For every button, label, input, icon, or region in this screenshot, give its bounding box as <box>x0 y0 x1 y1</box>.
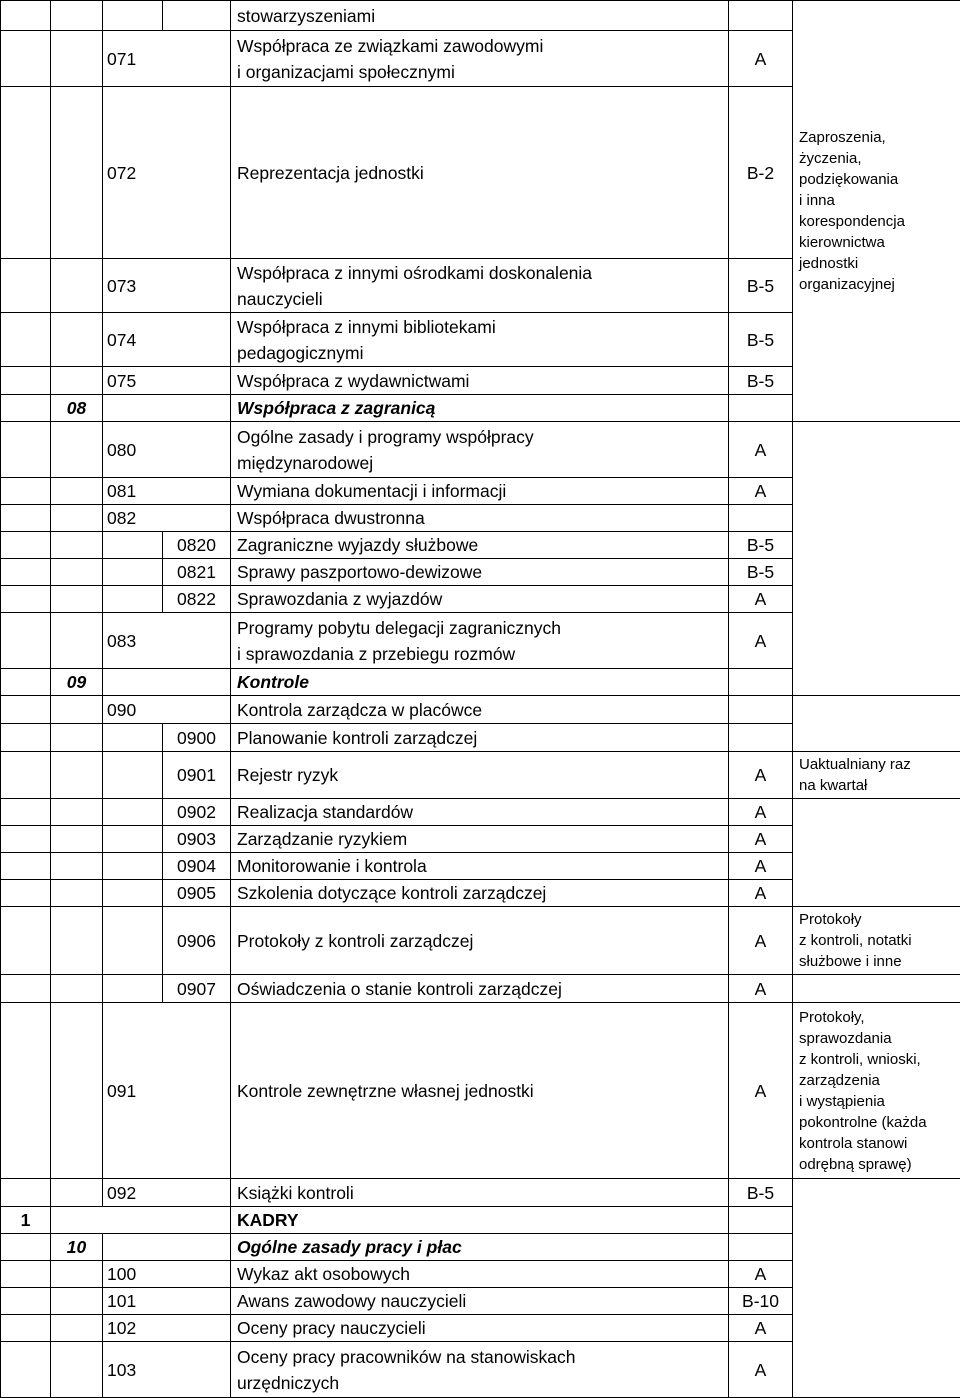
row-code: 081 <box>103 478 231 505</box>
row-code: 075 <box>103 367 231 395</box>
row-code: 0820 <box>163 532 231 559</box>
row-code: 0905 <box>163 880 231 907</box>
table-row <box>1 422 960 478</box>
row-code: 102 <box>103 1315 231 1342</box>
row-category: A <box>729 422 793 478</box>
row-category: B-5 <box>729 313 793 367</box>
row-note: Uaktualniany raz na kwartał <box>793 752 960 799</box>
table-row <box>1 724 960 752</box>
row-title: Ogólne zasady pracy i płac <box>231 1234 729 1261</box>
row-category: B-2 <box>729 87 793 259</box>
row-title: Monitorowanie i kontrola <box>231 853 729 880</box>
row-category: A <box>729 1342 793 1398</box>
row-code: 08 <box>51 395 103 422</box>
row-code: 073 <box>103 259 231 313</box>
row-note: Protokoły, sprawozdania z kontroli, wnioski, zarządzenia i wystąpienia pokontrolne (każda kontrola stanowi odrębną sprawę) <box>793 1003 960 1179</box>
row-title: Kontrole zewnętrzne własnej jednostki <box>231 1003 729 1179</box>
row-category: B-10 <box>729 1288 793 1315</box>
row-title: Współpraca dwustronna <box>231 505 729 532</box>
row-category: A <box>729 799 793 826</box>
row-category: A <box>729 31 793 87</box>
row-note: Protokoły z kontroli, notatki służbowe i inne <box>793 907 960 975</box>
row-code: 09 <box>51 669 103 696</box>
row-title: Oceny pracy nauczycieli <box>231 1315 729 1342</box>
row-title: Współpraca z innymi bibliotekami pedagogicznymi <box>231 313 729 367</box>
row-title: Rejestr ryzyk <box>231 752 729 799</box>
row-code: 0904 <box>163 853 231 880</box>
table-row <box>1 752 960 799</box>
row-title: Kontrola zarządcza w placówce <box>231 696 729 724</box>
row-code: 1 <box>1 1207 51 1234</box>
row-category: A <box>729 752 793 799</box>
row-title: Zagraniczne wyjazdy służbowe <box>231 532 729 559</box>
row-title: Awans zawodowy nauczycieli <box>231 1288 729 1315</box>
row-title: Planowanie kontroli zarządczej <box>231 724 729 752</box>
table-row <box>1 1 960 31</box>
row-code: 072 <box>103 87 231 259</box>
row-category: A <box>729 1315 793 1342</box>
row-title: Współpraca z wydawnictwami <box>231 367 729 395</box>
row-category: B-5 <box>729 367 793 395</box>
row-title: stowarzyszeniami <box>231 1 729 31</box>
row-code: 091 <box>103 1003 231 1179</box>
row-code: 0822 <box>163 586 231 613</box>
row-title: Sprawozdania z wyjazdów <box>231 586 729 613</box>
row-category: A <box>729 1003 793 1179</box>
row-code: 0900 <box>163 724 231 752</box>
row-title: Realizacja standardów <box>231 799 729 826</box>
row-code: 0821 <box>163 559 231 586</box>
row-category: A <box>729 975 793 1003</box>
table-row <box>1 799 960 826</box>
row-category: B-5 <box>729 532 793 559</box>
row-title: Współpraca z innymi ośrodkami doskonalenia nauczycieli <box>231 259 729 313</box>
row-code: 100 <box>103 1261 231 1288</box>
row-title: Współpraca ze związkami zawodowymi i organizacjami społecznymi <box>231 31 729 87</box>
row-title: Książki kontroli <box>231 1179 729 1207</box>
row-note: Zaproszenia, życzenia, podziękowania i inna korespondencja kierownictwa jednostki organizacyjnej <box>793 1 960 422</box>
row-category: A <box>729 880 793 907</box>
row-code: 103 <box>103 1342 231 1398</box>
table-row <box>1 975 960 1003</box>
row-code: 092 <box>103 1179 231 1207</box>
row-category: A <box>729 907 793 975</box>
row-code: 090 <box>103 696 231 724</box>
row-title: Programy pobytu delegacji zagranicznych i sprawozdania z przebiegu rozmów <box>231 613 729 669</box>
row-title: Zarządzanie ryzykiem <box>231 826 729 853</box>
row-code: 074 <box>103 313 231 367</box>
row-code: 0903 <box>163 826 231 853</box>
table-row <box>1 1179 960 1207</box>
row-title: Wymiana dokumentacji i informacji <box>231 478 729 505</box>
row-code: 10 <box>51 1234 103 1261</box>
row-title: Kontrole <box>231 669 729 696</box>
row-title: Wykaz akt osobowych <box>231 1261 729 1288</box>
row-category: A <box>729 853 793 880</box>
row-code: 083 <box>103 613 231 669</box>
table-row <box>1 1003 960 1179</box>
table-row <box>1 907 960 975</box>
row-title: Sprawy paszportowo-dewizowe <box>231 559 729 586</box>
row-title: KADRY <box>231 1207 729 1234</box>
row-category: B-5 <box>729 1179 793 1207</box>
row-code: 0902 <box>163 799 231 826</box>
row-category: B-5 <box>729 559 793 586</box>
row-category: A <box>729 586 793 613</box>
row-title: Szkolenia dotyczące kontroli zarządczej <box>231 880 729 907</box>
row-code: 082 <box>103 505 231 532</box>
row-title: Protokoły z kontroli zarządczej <box>231 907 729 975</box>
row-code: 080 <box>103 422 231 478</box>
table-row <box>1 696 960 724</box>
row-code: 071 <box>103 31 231 87</box>
row-category: A <box>729 1261 793 1288</box>
row-code: 101 <box>103 1288 231 1315</box>
row-title: Oświadczenia o stanie kontroli zarządczej <box>231 975 729 1003</box>
row-code: 0906 <box>163 907 231 975</box>
row-category: A <box>729 826 793 853</box>
row-title: Współpraca z zagranicą <box>231 395 729 422</box>
row-category: A <box>729 613 793 669</box>
row-category: A <box>729 478 793 505</box>
row-code: 0907 <box>163 975 231 1003</box>
row-title: Reprezentacja jednostki <box>231 87 729 259</box>
row-title: Ogólne zasady i programy współpracy międzynarodowej <box>231 422 729 478</box>
row-title: Oceny pracy pracowników na stanowiskach urzędniczych <box>231 1342 729 1398</box>
row-category: B-5 <box>729 259 793 313</box>
row-code: 0901 <box>163 752 231 799</box>
